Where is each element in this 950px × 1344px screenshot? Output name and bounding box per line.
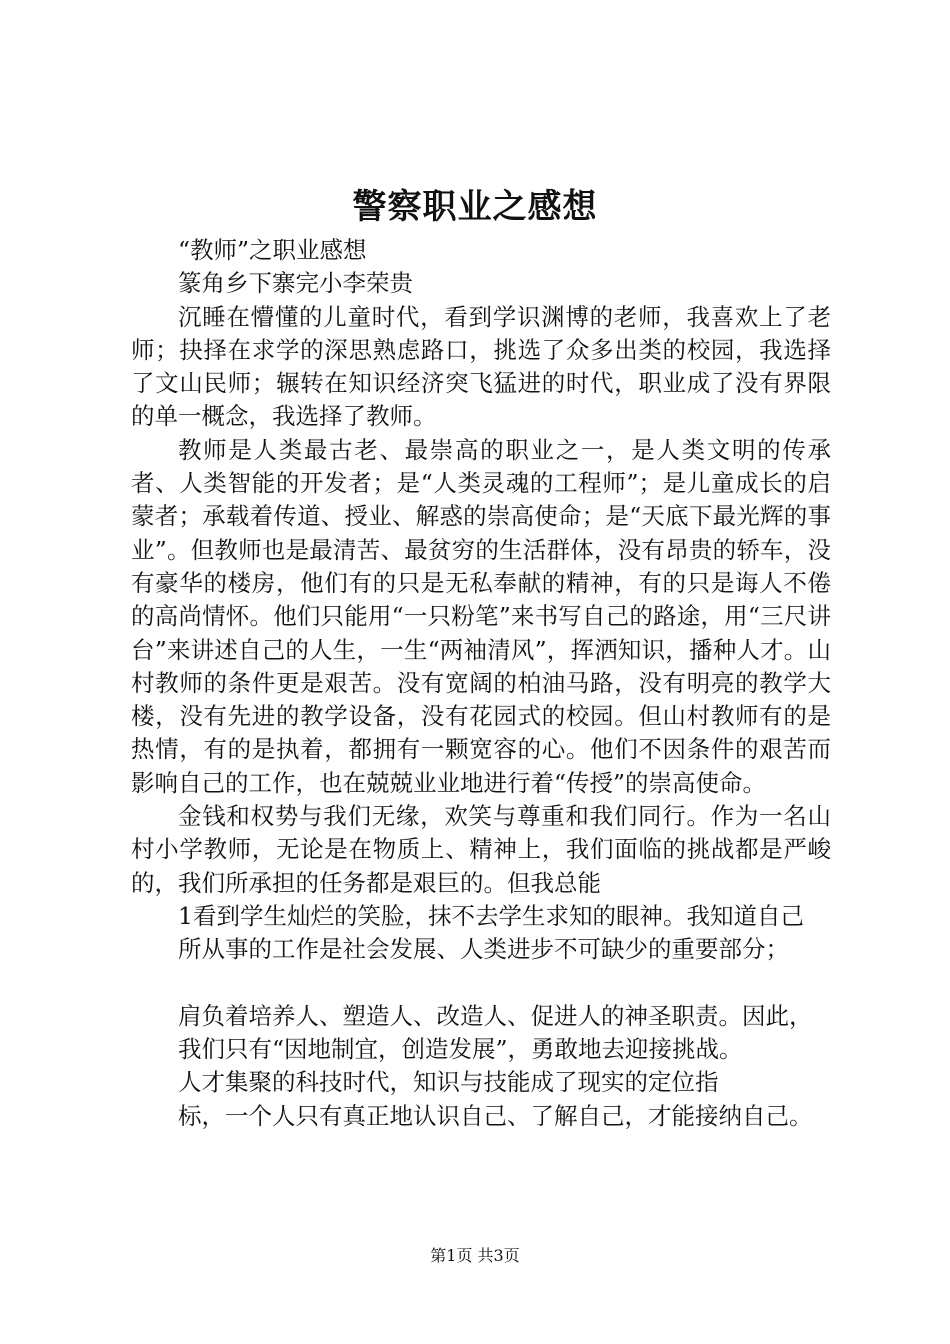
document-body: [131, 234, 831, 1133]
paragraph: 沉睡在懵懂的儿童时代，看到学识渊博的老师，我喜欢上了老师；抉择在求学的深思熟虑路口，挑选了众多出类的校园，我选择了文山民师；辗转在知识经济突飞猛进的时代，职业成了没有界限的单一概念，我选择了教师。: [131, 302, 831, 431]
paragraph: 肩负着培养人、塑造人、改造人、促进人的神圣职责。因此，: [178, 1001, 813, 1030]
page-footer: 第1页 共3页: [430, 1246, 520, 1265]
paragraph: 标，一个人只有真正地认识自己、了解自己，才能接纳自己。: [178, 1101, 813, 1130]
paragraph: 我们只有“因地制宜，创造发展”，勇敢地去迎接挑战。: [178, 1035, 743, 1064]
paragraph-author: 篆角乡下寨完小李荣贵: [178, 269, 413, 298]
paragraph: 所从事的工作是社会发展、人类进步不可缺少的重要部分；: [178, 935, 789, 964]
paragraph: 1看到学生灿烂的笑脸，抹不去学生求知的眼神。我知道自己: [178, 901, 804, 930]
paragraph-heading: “教师”之职业感想: [178, 236, 367, 264]
paragraph: 人才集聚的科技时代，知识与技能成了现实的定位指: [178, 1068, 719, 1097]
paragraph: 金钱和权势与我们无缘，欢笑与尊重和我们同行。作为一名山村小学教师，无论是在物质上、精神上，我们面临的挑战都是严峻的，我们所承担的任务都是艰巨的。但我总能: [131, 802, 831, 897]
document-title: 警察职业之感想: [352, 187, 598, 227]
paragraph: 教师是人类最古老、最崇高的职业之一，是人类文明的传承者、人类智能的开发者；是“人类灵魂的工程师”；是儿童成长的启蒙者；承载着传道、授业、解惑的崇高使命；是“天底下最光辉的事业”。但教师也是最清苦、最贫穷的生活群体，没有昂贵的轿车，没有豪华的楼房，他们有的只是无私奉献的精神，有的只是诲人不倦的高尚情怀。他们只能用“一只粉笔”来书写自己的路途，用“三尺讲台”来讲述自己的人生，一生“两袖清风”，挥洒知识，播种人才。山村教师的条件更是艰苦。没有宽阔的柏油马路，没有明亮的教学大楼，没有先进的教学设备，没有花园式的校园。但山村教师有的是热情，有的是执着，都拥有一颗宽容的心。他们不因条件的艰苦而影响自己的工作，也在兢兢业业地进行着“传授”的崇高使命。: [131, 435, 831, 797]
